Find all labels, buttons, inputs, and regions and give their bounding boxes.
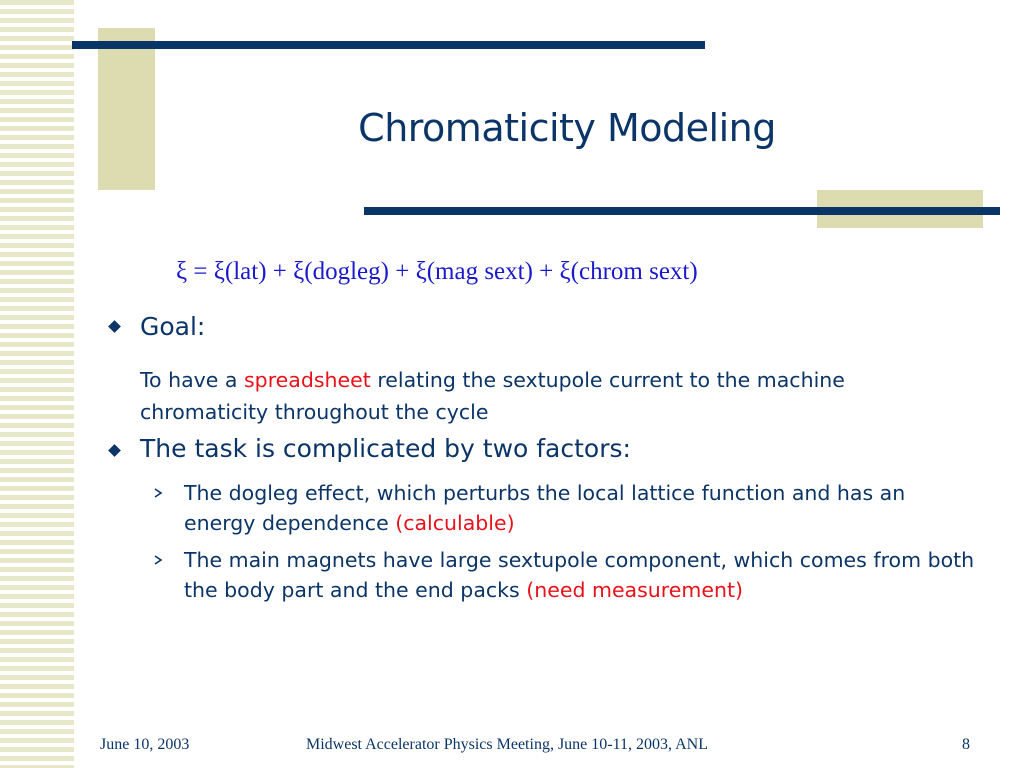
sub-item-note: (calculable) [395, 511, 515, 535]
sub-bullet-item [152, 545, 982, 605]
goal-heading: Goal: [140, 312, 206, 341]
diamond-bullet-icon [108, 444, 121, 457]
chromaticity-equation: ξ = ξ(lat) + ξ(dogleg) + ξ(mag sext) + ξ(chrom sext) [176, 258, 698, 285]
sub-item-text: The dogleg effect, which perturbs the local lattice function and has an energy dependence [184, 481, 906, 535]
goal-text-before: To have a [140, 368, 244, 392]
goal-text-after: relating the sextupole current to the machine chromaticity throughout the cycle [140, 368, 845, 424]
goal-highlight: spreadsheet [244, 368, 371, 392]
task-heading: The task is complicated by two factors: [140, 434, 631, 463]
goal-paragraph [140, 364, 940, 428]
sub-item-text: The main magnets have large sextupole component, which comes from both the body part and the end packs [184, 548, 975, 602]
sub-bullet-text [184, 545, 982, 605]
footer-page-number: 8 [962, 736, 970, 753]
slide-title: Chromaticity Modeling [358, 106, 776, 150]
footer-meeting: Midwest Accelerator Physics Meeting, June 10-11, 2003, ANL [306, 736, 709, 753]
footer-date: June 10, 2003 [100, 736, 190, 753]
sub-bullet-item [152, 478, 982, 538]
top-rule [72, 41, 705, 49]
sub-item-note: (need measurement) [526, 578, 743, 602]
arrowhead-bullet-icon [152, 545, 166, 575]
diamond-bullet-icon [108, 320, 121, 333]
arrowhead-bullet-icon [152, 478, 166, 508]
middle-rule [364, 207, 1000, 215]
sub-bullet-text [184, 478, 982, 538]
